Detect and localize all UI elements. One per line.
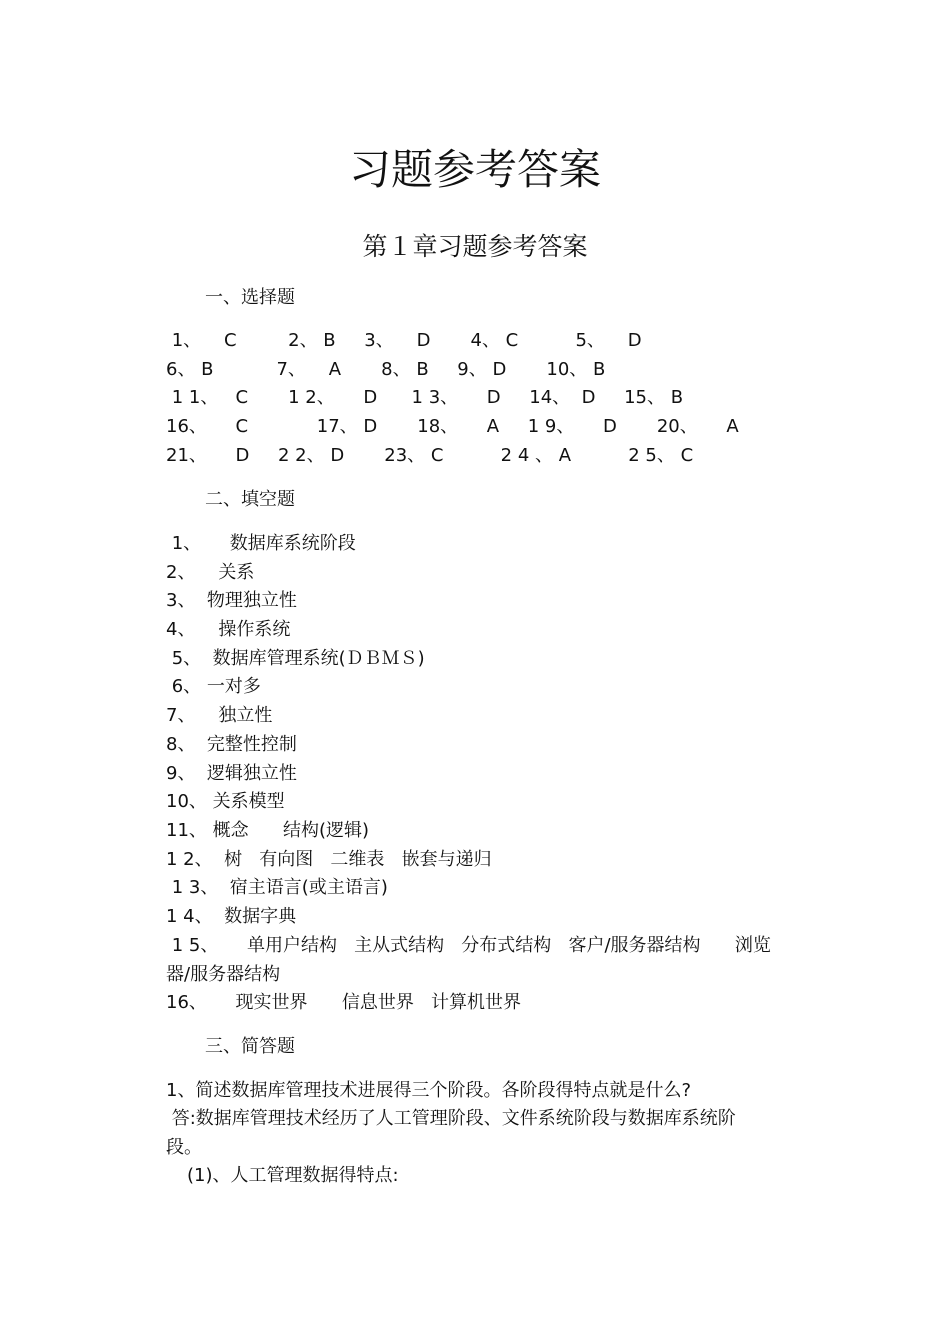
choice-answer-row: 16、 C 17、 D 18、 A 1 9、 D 20、 A [166, 416, 739, 437]
fill-answer-15-line: 1 5、 单用户结构 主从式结构 分布式结构 客户/服务器结构 浏览 [166, 935, 771, 956]
fill-answer-row: 1、 数据库系统阶段 [166, 533, 356, 554]
section-heading-choice: 一、选择题 [205, 287, 295, 308]
question-text: 1、简述数据库管理技术进展得三个阶段。各阶段得特点就是什么? [166, 1080, 692, 1101]
fill-answer-row: 10、 关系模型 [166, 791, 285, 812]
fill-answer-row: 3、 物理独立性 [166, 590, 297, 611]
choice-answer-row: 6、 B 7、 A 8、 B 9、 D 10、 B [166, 359, 606, 380]
fill-answer-row: 5、 数据库管理系统(ＤＢＭＳ) [166, 648, 425, 669]
choice-answer-row: 21、 D 2 2、 D 23、 C 2 4 、 A 2 5、 C [166, 445, 694, 466]
answer-text [166, 1104, 791, 1162]
choice-answer-row: 1 1、 C 1 2、 D 1 3、 D 14、 D 15、 B [166, 387, 684, 408]
fill-answer-15 [166, 931, 791, 989]
answer-subheading: (1)、人工管理数据得特点: [187, 1165, 399, 1186]
fill-answer-row: 1 2、 树 有向图 二维表 嵌套与递归 [166, 849, 492, 870]
fill-answer-15-line: 器/服务器结构 [166, 964, 281, 985]
fill-answer-row: 6、 一对多 [166, 676, 261, 697]
section-heading-short: 三、简答题 [205, 1036, 295, 1057]
answer-line: 答:数据库管理技术经历了人工管理阶段、文件系统阶段与数据库系统阶 [166, 1108, 736, 1129]
fill-answer-row: 16、 现实世界 信息世界 计算机世界 [166, 992, 522, 1013]
fill-answer-row: 9、 逻辑独立性 [166, 763, 297, 784]
document-title: 习题参考答案 [348, 145, 601, 194]
fill-answer-row: 7、 独立性 [166, 705, 273, 726]
section-heading-fill: 二、填空题 [205, 489, 295, 510]
answer-line: 段。 [166, 1137, 202, 1158]
chapter-title: 第１章习题参考答案 [362, 232, 588, 261]
fill-answer-row: 1 3、 宿主语言(或主语言) [166, 877, 388, 898]
fill-answer-row: 4、 操作系统 [166, 619, 291, 640]
fill-answer-row: 2、 关系 [166, 562, 255, 583]
fill-answer-row: 11、 概念 结构(逻辑) [166, 820, 370, 841]
fill-answer-row: 1 4、 数据字典 [166, 906, 297, 927]
choice-answer-row: 1、 C 2、 B 3、 D 4、 C 5、 D [166, 330, 642, 351]
fill-answer-row: 8、 完整性控制 [166, 734, 297, 755]
